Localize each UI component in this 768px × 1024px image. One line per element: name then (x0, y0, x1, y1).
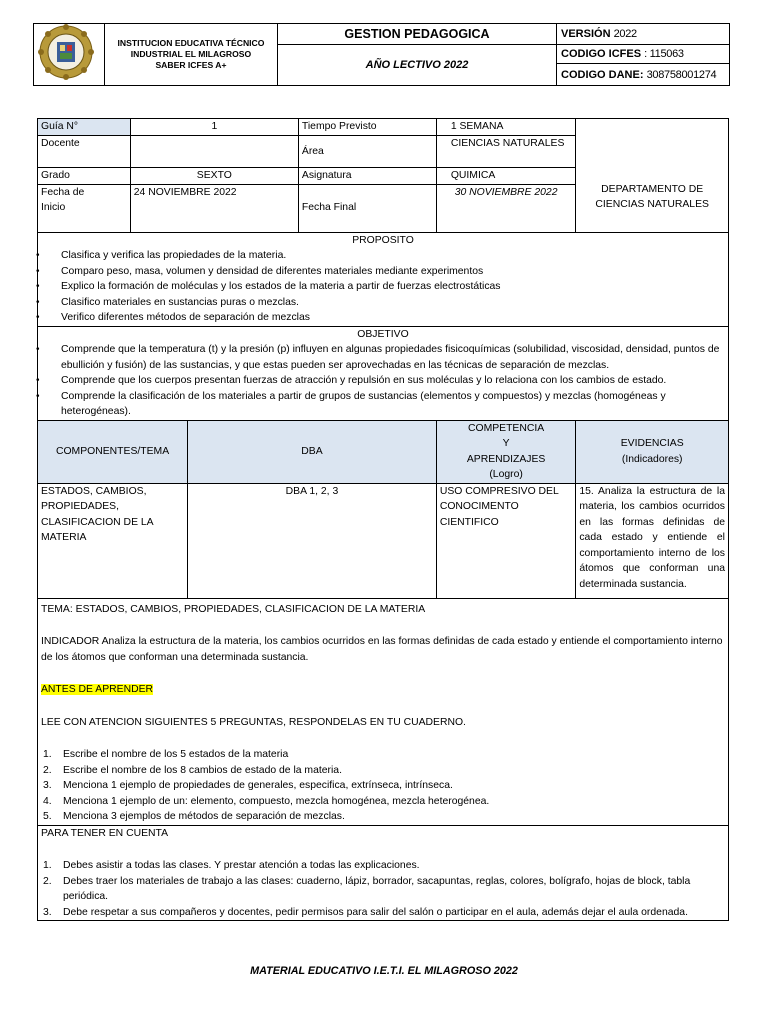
list-item: • Comparo peso, masa, volumen y densidad de diferentes materiales mediante experimentos (41, 264, 725, 280)
proposito-title: PROPOSITO (352, 234, 414, 246)
asignatura-value: QUIMICA (436, 168, 576, 185)
icfes-value: : 115063 (644, 48, 684, 60)
evidencias-value: 15. Analiza la estructura de la materia, los cambios ocurridos en las formas definidas de cada estado y entiende el comportamiento interno de los átomos que conforman una determinada sustancia. (576, 483, 729, 598)
question-text: Escribe el nombre de los 5 estados de la materia (63, 749, 289, 760)
list-item: 3. Debe respetar a sus compañeros y docentes, pedir permisos para salir del salón o participar en el aula, además dejar el aula ordenada. (43, 906, 688, 918)
objetivo-list (41, 342, 725, 420)
tiempo-label: Tiempo Previsto (298, 119, 436, 136)
area-label-text: Área (301, 145, 324, 157)
tener-title: PARA TENER EN CUENTA (41, 827, 169, 839)
guia-label: Guía N° (38, 119, 131, 136)
institution-line-2: INDUSTRIAL EL MILAGROSO (130, 49, 252, 59)
guia-value: 1 (130, 119, 298, 136)
tener-text: Debe respetar a sus compañeros y docentes, pedir permisos para salir del salón o participar en el aula, además dejar el aula ordenada. (63, 906, 688, 918)
competencia-header: COMPETENCIA Y APRENDIZAJES (Logro) (436, 420, 576, 483)
list-item: • Explico la formación de moléculas y los estados de la materia a partir de fuerzas electrostáticas (41, 279, 725, 295)
tener-text: Debes traer los materiales de trabajo a las clases: cuaderno, lápiz, borrador, sacapuntas, reglas, colores, bolígrafo, hojas de block, tabla periódica. (63, 875, 691, 902)
grado-value: SEXTO (130, 168, 298, 185)
question-text: Menciona 1 ejemplo de un: elemento, compuesto, mezcla homogénea, mezcla heterogénea. (63, 795, 490, 807)
dba-header: DBA (188, 420, 437, 483)
icfes-cell (557, 45, 730, 64)
fecha-inicio-value: 24 NOVIEMBRE 2022 (130, 184, 298, 232)
tiempo-value: 1 SEMANA (436, 119, 576, 136)
objetivo-section (38, 326, 729, 420)
list-item: 1. Debes asistir a todas las clases. Y prestar atención a todas las explicaciones. (43, 860, 420, 871)
question-text: Menciona 3 ejemplos de métodos de separación de mezclas. (63, 811, 345, 822)
version-label: VERSIÓN (561, 28, 611, 40)
document-footer: MATERIAL EDUCATIVO I.E.T.I. EL MILAGROSO 2022 (250, 965, 518, 977)
competencia-value: USO COMPRESIVO DEL CONOCIMENTO CIENTIFICO (436, 483, 576, 598)
list-item: 2. Debes traer los materiales de trabajo a las clases: cuaderno, lápiz, borrador, sacapuntas, reglas, colores, bolígrafo, hojas de block, tabla periódica. (43, 875, 691, 902)
evidencias-header: EVIDENCIAS (Indicadores) (576, 420, 729, 483)
area-value: CIENCIAS NATURALES (436, 136, 576, 168)
list-item: • Verifico diferentes métodos de separación de mezclas (41, 310, 725, 326)
list-item: • Clasifica y verifica las propiedades de la materia. (41, 248, 725, 264)
lee-instruction: LEE CON ATENCION SIGUIENTES 5 PREGUNTAS, RESPONDELAS EN TU CUADERNO. (41, 716, 466, 728)
fecha-final-label-text: Fecha Final (301, 202, 357, 214)
componentes-header: COMPONENTES/TEMA (38, 420, 188, 483)
question-text: Escribe el nombre de los 8 cambios de estado de la materia. (63, 764, 342, 776)
document-title: GESTION PEDAGOGICA (278, 24, 557, 45)
department-name: DEPARTAMENTO DE CIENCIAS NATURALES (595, 183, 709, 211)
docente-value (130, 136, 298, 168)
componentes-value: ESTADOS, CAMBIOS, PROPIEDADES, CLASIFICACION DE LA MATERIA (38, 483, 188, 598)
guide-table (37, 118, 729, 921)
dba-value: DBA 1, 2, 3 (188, 483, 437, 598)
proposito-list (41, 248, 725, 326)
list-item: 4. Menciona 1 ejemplo de un: elemento, compuesto, mezcla homogénea, mezcla heterogénea. (43, 795, 490, 807)
icfes-label: CODIGO ICFES (561, 48, 642, 60)
fecha-final-label (298, 184, 436, 232)
list-item: • Comprende que la temperatura (t) y la presión (p) influyen en algunas propiedades fisicoquímicas (solubilidad, viscosidad, densidad, puntos de ebullición y fusión) de las sustancias, y que estas pueden ser aprovechadas en las técnicas de separación de mezclas. (41, 342, 725, 373)
indicador-text: INDICADOR Analiza la estructura de la materia, los cambios ocurridos en las formas definidas de cada estado y entiende el comportamiento interno de los átomos que conforman una determinada sustancia. (41, 636, 723, 663)
tema-line: TEMA: ESTADOS, CAMBIOS, PROPIEDADES, CLASIFICACION DE LA MATERIA (41, 603, 426, 615)
tener-list (41, 858, 725, 920)
dane-value: 308758001274 (646, 68, 717, 81)
fecha-final-value: 30 NOVIEMBRE 2022 (436, 184, 576, 232)
version-value: 2022 (613, 28, 637, 40)
list-item: 2. Escribe el nombre de los 8 cambios de estado de la materia. (43, 764, 342, 776)
antes-de-aprender: ANTES DE APRENDER (41, 684, 154, 695)
dane-cell (557, 64, 730, 86)
list-item: 3. Menciona 1 ejemplo de propiedades de generales, especifica, extrínseca, intrínseca. (43, 780, 453, 791)
docente-label: Docente (38, 136, 131, 168)
school-year: AÑO LECTIVO 2022 (278, 45, 557, 86)
area-label (298, 136, 436, 168)
grado-label: Grado (38, 168, 131, 185)
version-cell (557, 24, 730, 45)
proposito-section (38, 232, 729, 326)
school-crest-icon (38, 24, 94, 80)
tener-text: Debes asistir a todas las clases. Y prestar atención a todas las explicaciones. (63, 860, 420, 871)
tema-section (38, 598, 729, 825)
department-cell (576, 119, 729, 233)
question-text: Menciona 1 ejemplo de propiedades de generales, especifica, extrínseca, intrínseca. (63, 780, 453, 791)
list-item: • Clasifico materiales en sustancias puras o mezclas. (41, 295, 725, 311)
fecha-inicio-label: Fecha de Inicio (38, 184, 131, 232)
institution-line-3: SABER ICFES A+ (155, 60, 227, 70)
list-item: • Comprende la clasificación de los materiales a partir de grupos de sustancias (elementos y compuestos) y mezclas (homogéneas y heterogéneas). (41, 389, 725, 420)
tener-section (38, 825, 729, 921)
document-header (33, 23, 730, 86)
list-item: • Comprende que los cuerpos presentan fuerzas de atracción y repulsión en sus moléculas y lo relaciona con los cambios de estado. (41, 373, 725, 389)
objetivo-title: OBJETIVO (357, 328, 409, 340)
list-item: 1. Escribe el nombre de los 5 estados de la materia (43, 749, 289, 760)
institution-name-cell (105, 24, 278, 86)
school-logo-cell (34, 24, 105, 86)
institution-line-1: INSTITUCION EDUCATIVA TÉCNICO (117, 38, 265, 48)
questions-list (41, 747, 725, 825)
dane-label: CODIGO DANE: (561, 68, 644, 81)
list-item: 5. Menciona 3 ejemplos de métodos de separación de mezclas. (43, 811, 345, 822)
asignatura-label: Asignatura (298, 168, 436, 185)
